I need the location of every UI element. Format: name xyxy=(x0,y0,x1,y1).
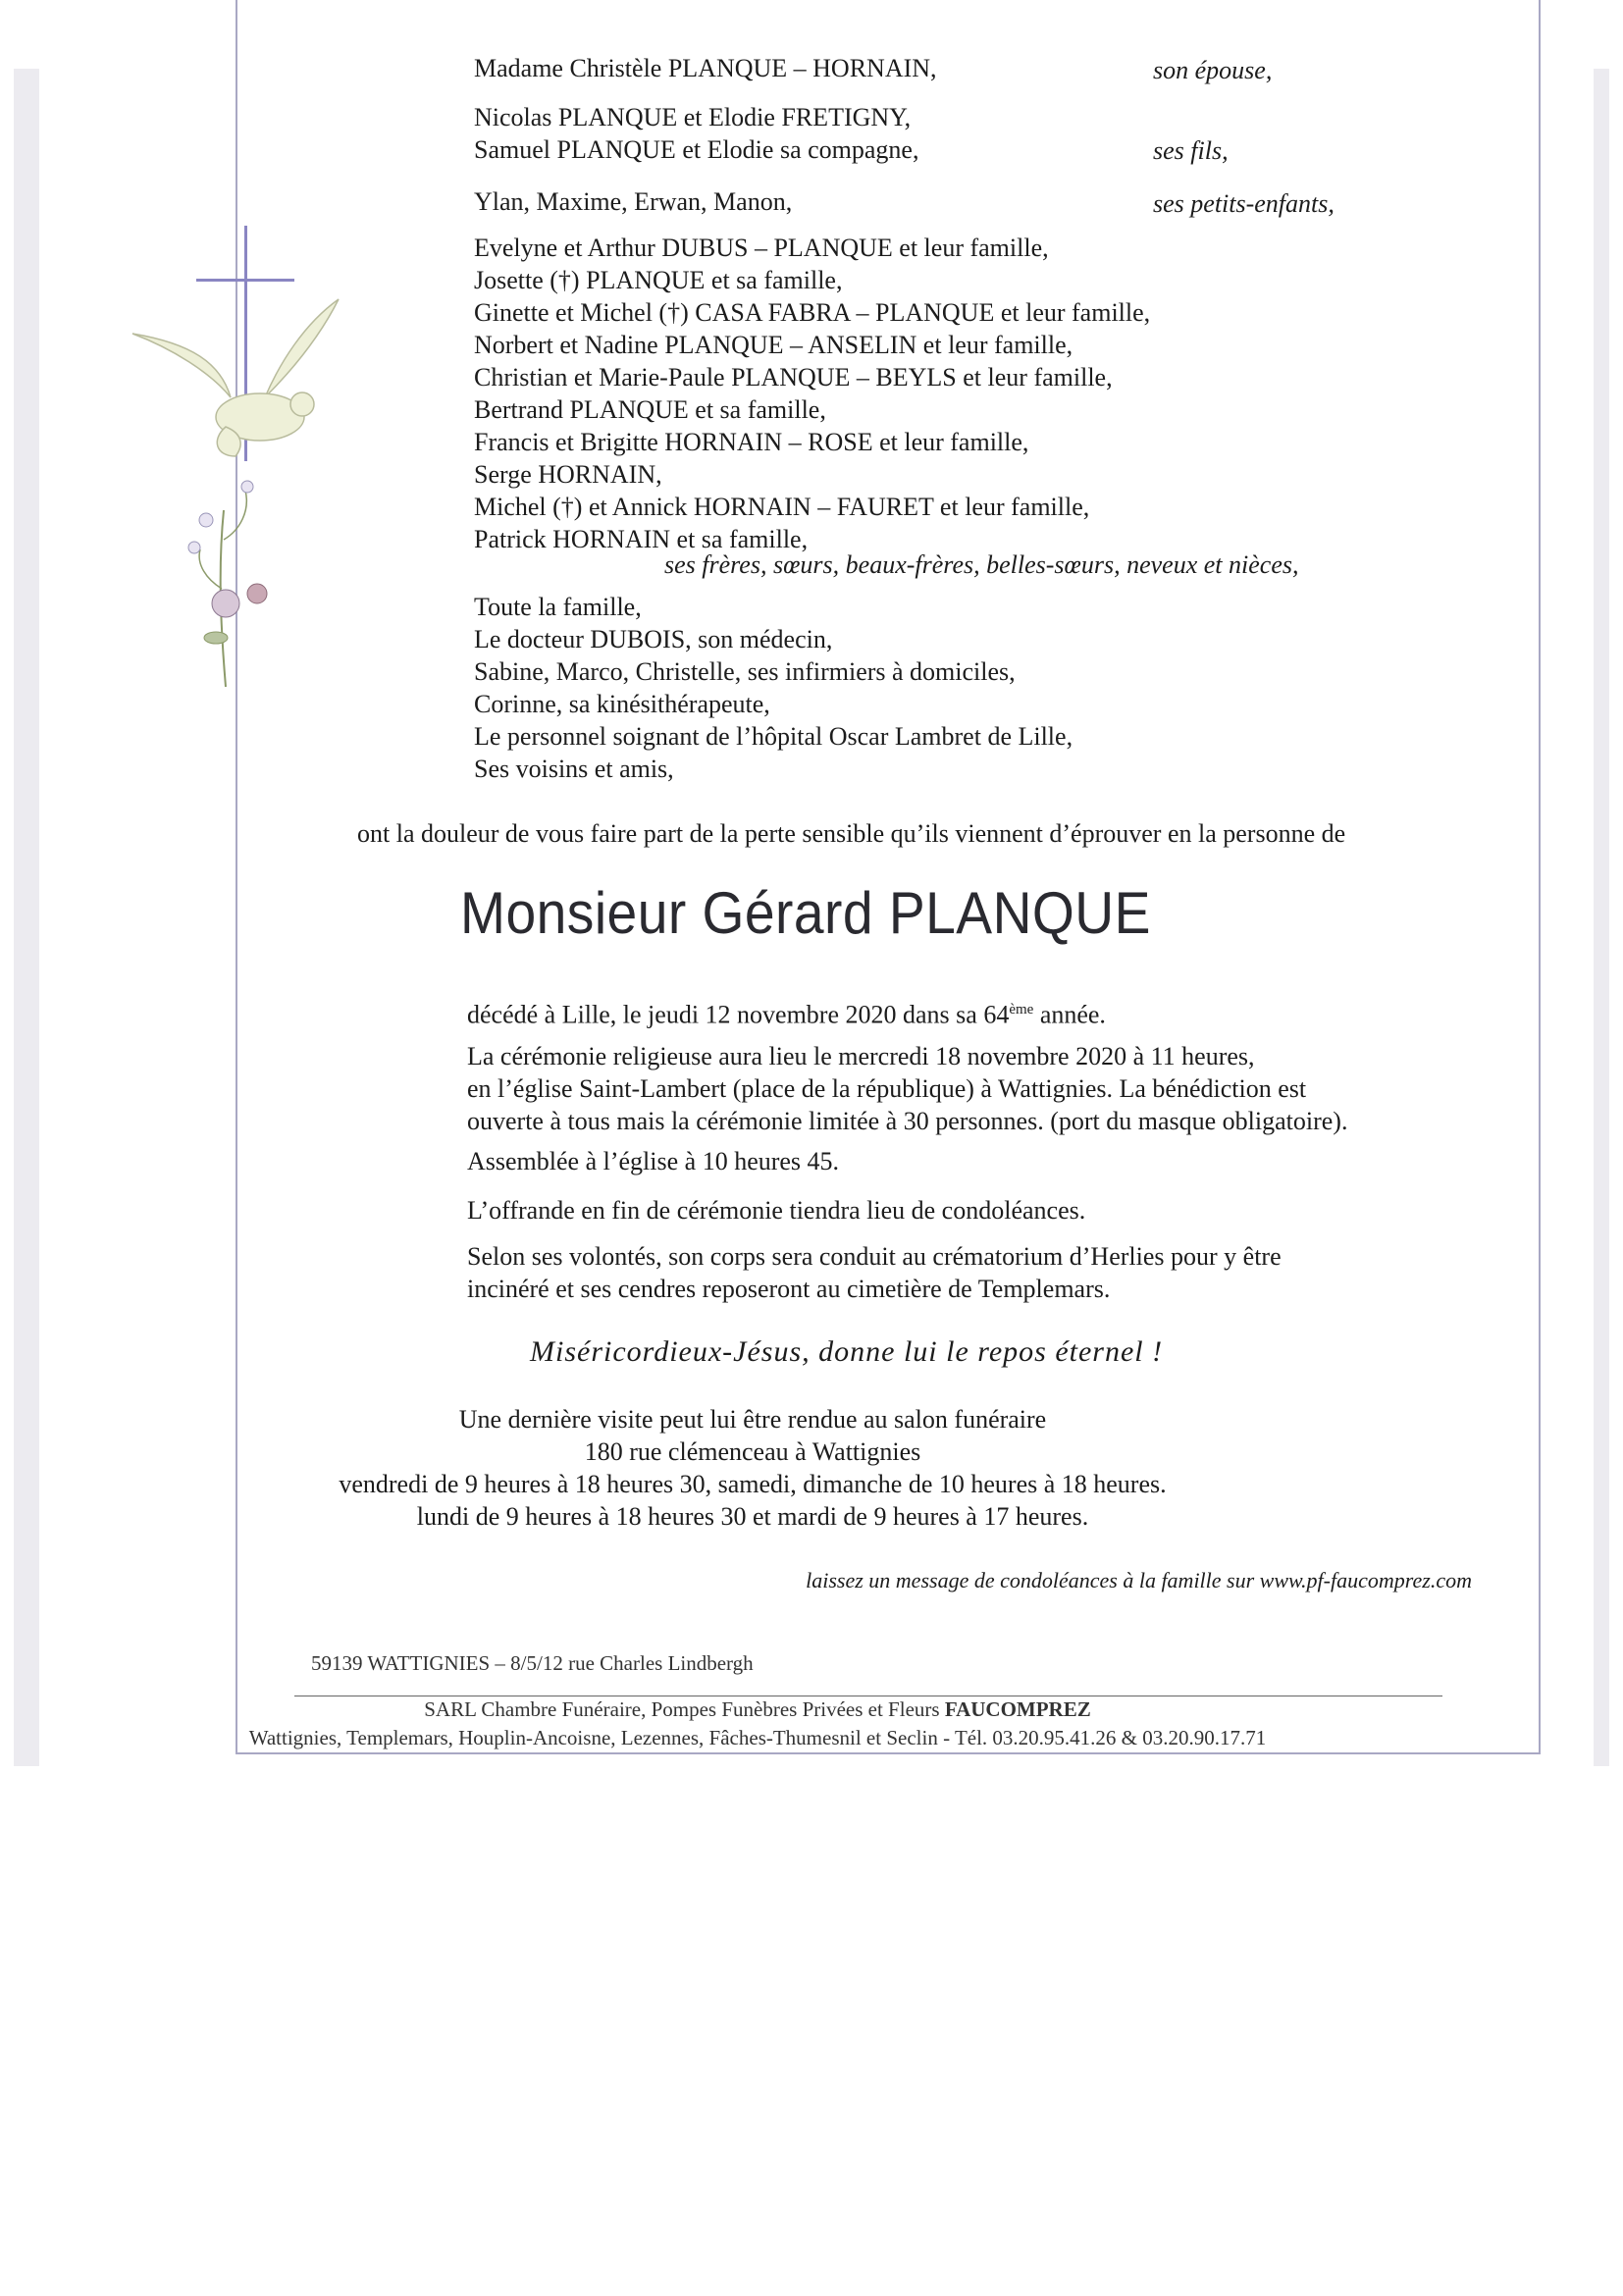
other-entry: Sabine, Marco, Christelle, ses infirmiers à domiciles, xyxy=(474,657,1016,686)
grandchildren-names: Ylan, Maxime, Erwan, Manon, xyxy=(474,187,793,216)
sibling-entry: Patrick HORNAIN et sa famille, xyxy=(474,525,809,553)
other-entry: Toute la famille, xyxy=(474,593,642,621)
spouse-role: son épouse, xyxy=(1153,56,1273,84)
ceremony-line: La cérémonie religieuse aura lieu le mercredi 18 novembre 2020 à 11 heures, xyxy=(467,1042,1255,1070)
offering-text: L’offrande en fin de cérémonie tiendra lieu de condoléances. xyxy=(467,1196,1086,1225)
assembly-text: Assemblée à l’église à 10 heures 45. xyxy=(467,1147,840,1175)
sibling-entry: Ginette et Michel (†) CASA FABRA – PLANQUE et leur famille, xyxy=(474,298,1151,327)
sibling-entry: Francis et Brigitte HORNAIN – ROSE et leur famille, xyxy=(474,428,1029,456)
footer-company-text: SARL Chambre Funéraire, Pompes Funèbres Privées et Fleurs xyxy=(424,1697,945,1721)
grandchildren-role: ses petits-enfants, xyxy=(1153,189,1335,218)
sibling-entry: Evelyne et Arthur DUBUS – PLANQUE et leur famille, xyxy=(474,234,1049,262)
dove-icon xyxy=(132,299,339,456)
other-entry: Corinne, sa kinésithérapeute, xyxy=(474,690,770,718)
visit-line: Une dernière visite peut lui être rendue au salon funéraire xyxy=(458,1405,1047,1434)
cremation-line: Selon ses volontés, son corps sera conduit au crématorium d’Herlies pour y être xyxy=(467,1242,1282,1271)
visit-line: vendredi de 9 heures à 18 heures 30, samedi, dimanche de 10 heures à 18 heures. xyxy=(339,1470,1167,1498)
prayer-text: Miséricordieux-Jésus, donne lui le repos éternel ! xyxy=(530,1335,1164,1368)
sibling-entry: Josette (†) PLANQUE et sa famille, xyxy=(474,266,843,294)
visit-line: lundi de 9 heures à 18 heures 30 et mardi de 9 heures à 17 heures. xyxy=(416,1502,1089,1531)
spouse-name: Madame Christèle PLANQUE – HORNAIN, xyxy=(474,54,937,82)
cremation-line: incinéré et ses cendres reposeront au cimetière de Templemars. xyxy=(467,1275,1111,1303)
footer-company xyxy=(0,1694,1569,1725)
cross-dove-flower-illustration xyxy=(118,216,363,697)
other-entry: Ses voisins et amis, xyxy=(474,755,674,783)
siblings-role: ses frères, sœurs, beaux-frères, belles-sœurs, neveux et nièces, xyxy=(664,550,1299,579)
sibling-entry: Norbert et Nadine PLANQUE – ANSELIN et leur famille, xyxy=(474,331,1073,359)
other-entry: Le personnel soignant de l’hôpital Oscar Lambret de Lille, xyxy=(474,722,1073,751)
ceremony-line: en l’église Saint-Lambert (place de la république) à Wattignies. La bénédiction est xyxy=(467,1074,1307,1103)
announcement-text: ont la douleur de vous faire part de la perte sensible qu’ils viennent d’éprouver en la personne de xyxy=(357,819,1346,848)
sibling-entry: Serge HORNAIN, xyxy=(474,460,662,489)
visit-line: 180 rue clémenceau à Wattignies xyxy=(584,1437,921,1466)
condolence-note: laissez un message de condoléances à la famille sur www.pf-faucomprez.com xyxy=(806,1568,1472,1592)
other-entry: Le docteur DUBOIS, son médecin, xyxy=(474,625,833,653)
footer-locations: Wattignies, Templemars, Houplin-Ancoisne, Lezennes, Fâches-Thumesnil et Seclin - Tél. 03.20.95.41.26 & 03.20.90.17.71 xyxy=(248,1726,1267,1749)
death-superscript: ème xyxy=(1009,1002,1034,1018)
sibling-entry: Bertrand PLANQUE et sa famille, xyxy=(474,395,826,424)
death-text: décédé à Lille, le jeudi 12 novembre 2020 dans sa 64 xyxy=(467,1000,1010,1029)
death-line xyxy=(467,994,1106,1031)
death-text-end: année. xyxy=(1033,1000,1106,1029)
sibling-entry: Christian et Marie-Paule PLANQUE – BEYLS et leur famille, xyxy=(474,363,1113,391)
footer-address: 59139 WATTIGNIES – 8/5/12 rue Charles Lindbergh xyxy=(311,1651,754,1675)
footer-company-name: FAUCOMPREZ xyxy=(944,1697,1091,1721)
sons-role: ses fils, xyxy=(1153,136,1229,165)
ceremony-line: ouverte à tous mais la cérémonie limitée à 30 personnes. (port du masque obligatoire). xyxy=(467,1107,1348,1135)
son-name-1: Nicolas PLANQUE et Elodie FRETIGNY, xyxy=(474,103,912,131)
son-name-2: Samuel PLANQUE et Elodie sa compagne, xyxy=(474,135,919,164)
flower-stem-icon xyxy=(188,481,267,687)
sibling-entry: Michel (†) et Annick HORNAIN – FAURET et leur famille, xyxy=(474,493,1090,521)
deceased-name: Monsieur Gérard PLANQUE xyxy=(460,880,1151,946)
